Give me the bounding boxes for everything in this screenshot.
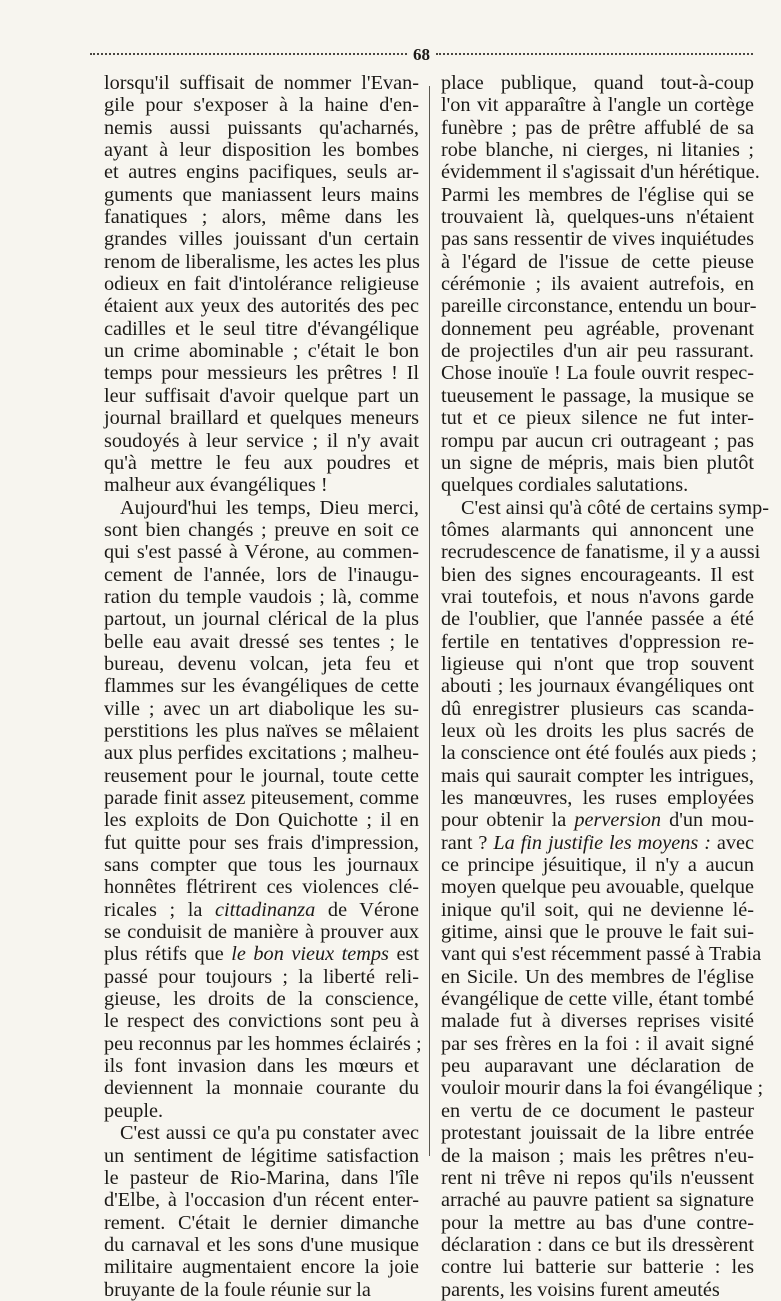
text-line: un sentiment de légitime satisfaction xyxy=(104,1144,419,1167)
text-line: trouvaient là, quelques-uns n'étaient xyxy=(441,206,754,229)
text-line: leur suffisait d'avoir quelque part un xyxy=(104,384,419,407)
text-line: peuple. xyxy=(104,1099,164,1122)
text-line: plus rétifs que le bon vieux temps est xyxy=(104,943,419,966)
text-line: rement. C'était le dernier dimanche xyxy=(104,1211,419,1234)
left-column xyxy=(104,72,422,1301)
text-line: abouti ; les journaux évangéliques ont xyxy=(441,675,754,698)
right-column xyxy=(441,72,770,1301)
text-line: parents, les voisins furent ameutés xyxy=(441,1278,720,1301)
text-line: aux plus perfides excitations ; malheu- xyxy=(104,742,419,765)
text-line: arraché au pauvre patient sa signature xyxy=(441,1189,754,1212)
text-line: de projectiles d'un air peu rassurant. xyxy=(441,340,754,363)
text-line: militaire augmentaient encore la joie xyxy=(104,1256,419,1279)
text-line: vant qui s'est récemment passé à Trabia xyxy=(441,943,762,966)
page-number: 68 xyxy=(413,44,430,64)
text-line: pas sans ressentir de vives inquiétudes xyxy=(441,228,754,251)
text-line: rent ni trêve ni repos qu'ils n'eussent xyxy=(441,1166,754,1189)
column-divider xyxy=(429,86,430,1156)
text-line: évidemment il s'agissait d'un hérétique. xyxy=(441,161,760,184)
text-line: le pasteur de Rio-Marina, dans l'île xyxy=(104,1166,419,1189)
text-line: cérémonie ; ils avaient autrefois, en xyxy=(441,273,754,296)
text-line: sont bien changés ; preuve en soit ce xyxy=(104,518,419,541)
text-line: reusement pour le journal, toute cette xyxy=(104,764,419,787)
text-line: un signe de mépris, mais bien plutôt xyxy=(441,451,754,474)
text-line: Parmi les membres de l'église qui se xyxy=(441,183,754,206)
text-line: robe blanche, ni cierges, ni litanies ; xyxy=(441,139,754,162)
text-line: pareille circonstance, entendu un bour- xyxy=(441,295,757,318)
text-line: les exploits de Don Quichotte ; il en xyxy=(104,809,419,832)
text-line: gieuse, les droits de la conscience, xyxy=(104,988,419,1011)
text-line: qu'à mettre le feu aux poudres et xyxy=(104,451,419,474)
text-line: journal braillard et quelques meneurs xyxy=(104,407,419,430)
text-line: honnêtes flétrirent ces violences clé- xyxy=(104,876,419,899)
text-line: les manœuvres, les ruses employées xyxy=(441,787,754,809)
text-line: vouloir mourir dans la foi évangélique ; xyxy=(441,1077,764,1100)
text-line: bureau, devenu volcan, jeta feu et xyxy=(104,652,419,675)
text-line: donnement peu agréable, provenant xyxy=(441,317,754,340)
text-line: de la maison ; mais les prêtres n'eu- xyxy=(441,1144,754,1167)
text-line: peu reconnus par les hommes éclairés ; xyxy=(104,1032,422,1055)
text-line: C'est ainsi qu'à côté de certains symp- xyxy=(461,496,770,519)
text-line: ricales ; la cittadinanza de Vérone xyxy=(104,898,419,921)
text-line: rompu par aucun cri outrageant ; pas xyxy=(441,429,754,452)
text-line: temps pour messieurs les prêtres ! Il xyxy=(104,362,419,385)
text-line: ligieuse qui n'ont que trop souvent xyxy=(441,652,754,675)
text-line: grandes villes jouissant d'un certain xyxy=(104,228,419,251)
text-line: en vertu de ce document le pasteur xyxy=(441,1099,754,1122)
text-line: partout, un journal clérical de la plus xyxy=(104,608,419,631)
text-line: C'est aussi ce qu'a pu constater avec xyxy=(120,1122,419,1145)
text-line: lorsqu'il suffisait de nommer l'Evan- xyxy=(104,72,419,94)
text-line: inique qu'il soit, qui ne devienne lé- xyxy=(441,898,754,921)
header-rule-right xyxy=(436,53,753,55)
text-line: un crime abominable ; c'était le bon xyxy=(104,340,419,363)
text-line: Aujourd'hui les temps, Dieu merci, xyxy=(120,496,419,519)
text-line: ils font invasion dans les mœurs et xyxy=(104,1055,419,1078)
text-line: Chose inouïe ! La foule ouvrit respec- xyxy=(441,362,754,385)
text-line: bien des signes encourageants. Il est xyxy=(441,563,754,586)
text-line: gitime, ainsi que le prouve le fait sui- xyxy=(441,921,754,944)
text-line: passé pour toujours ; la liberté reli- xyxy=(104,965,419,988)
text-line: dû enregistrer plusieurs cas scanda- xyxy=(441,697,754,720)
running-header xyxy=(90,42,753,66)
text-line: cement de l'année, lors de l'inaugu- xyxy=(104,563,419,586)
text-line: recrudescence de fanatisme, il y a aussi xyxy=(441,541,761,564)
text-line: ville ; avec un art diabolique les su- xyxy=(104,697,419,720)
text-line: quelques cordiales salutations. xyxy=(441,474,689,497)
text-line: rant ? La fin justifie les moyens : avec xyxy=(441,831,754,854)
text-line: tueusement le passage, la musique se xyxy=(441,384,754,407)
text-line: évangélique de cette ville, étant tombé xyxy=(441,988,754,1011)
text-line: bruyante de la foule réunie sur la xyxy=(104,1278,371,1301)
text-line: ce principe jésuitique, il n'y a aucun xyxy=(441,854,754,877)
text-line: pour la mettre au bas d'une contre- xyxy=(441,1211,754,1234)
text-line: sans compter que tous les journaux xyxy=(104,854,419,877)
text-line: déclaration : dans ce but ils dressèrent xyxy=(441,1233,754,1256)
text-line: l'on vit apparaître à l'angle un cortège xyxy=(441,94,754,117)
text-line: se conduisit de manière à prouver aux xyxy=(104,921,419,944)
text-line: flammes sur les évangéliques de cette xyxy=(104,675,419,698)
header-rule-left xyxy=(90,53,407,55)
text-line: étaient aux yeux des autorités des pec xyxy=(104,295,419,318)
text-line: par ses frères en la foi : il avait signé xyxy=(441,1032,754,1055)
text-line: en Sicile. Un des membres de l'église xyxy=(441,965,754,988)
text-line: du carnaval et les sons d'une musique xyxy=(104,1233,419,1256)
text-line: fanatiques ; alors, même dans les xyxy=(104,206,419,229)
text-line: d'Elbe, à l'occasion d'un récent enter- xyxy=(104,1189,419,1212)
text-line: malade fut à diverses reprises visité xyxy=(441,1010,754,1033)
text-line: tômes alarmants qui annoncent une xyxy=(441,518,754,541)
text-line: moyen quelque peu avouable, quelque xyxy=(441,876,754,899)
text-line: guments que maniassent leurs mains xyxy=(104,183,419,206)
text-line: de l'oublier, que l'année passée a été xyxy=(441,608,754,631)
text-line: malheur aux évangéliques ! xyxy=(104,474,328,497)
text-line: soudoyés à leur service ; il n'y avait xyxy=(104,429,419,452)
text-line: qui s'est passé à Vérone, au commen- xyxy=(104,541,419,564)
text-line: belle eau avait dressé ses tentes ; le xyxy=(104,630,419,653)
text-line: fut quitte pour ses frais d'impression, xyxy=(104,831,419,854)
text-line: fertile en tentatives d'oppression re- xyxy=(441,630,754,653)
text-line: contre lui batterie sur batterie : les xyxy=(441,1256,754,1279)
text-line: leux où les droits les plus sacrés de xyxy=(441,719,754,742)
text-line: tut et ce pieux silence ne fut inter- xyxy=(441,407,754,430)
text-line: place publique, quand tout-à-coup xyxy=(441,72,754,94)
text-line: ayant à leur disposition les bombes xyxy=(104,139,419,162)
text-line: funèbre ; pas de prêtre affublé de sa xyxy=(441,116,754,139)
text-line: et autres engins pacifiques, seuls ar- xyxy=(104,161,419,184)
text-line: perstitions les plus naïves se mêlaient xyxy=(104,719,419,742)
text-line: nemis aussi puissants qu'acharnés, xyxy=(104,116,419,139)
text-line: parade finit assez piteusement, comme xyxy=(104,787,419,809)
text-line: mais qui saurait compter les intrigues, xyxy=(441,764,754,787)
text-line: la conscience ont été foulés aux pieds ; xyxy=(441,742,757,765)
text-line: cadilles et le seul titre d'évangélique xyxy=(104,317,419,340)
text-line: odieux en fait d'intolérance religieuse xyxy=(104,273,419,296)
text-line: le respect des convictions sont peu à xyxy=(104,1010,419,1033)
text-line: pour obtenir la perversion d'un mou- xyxy=(441,809,754,832)
text-line: deviennent la monnaie courante du xyxy=(104,1077,419,1100)
text-line: vrai toutefois, et nous n'avons garde xyxy=(441,585,754,608)
text-line: peu auparavant une déclaration de xyxy=(441,1055,754,1078)
text-line: protestant jouissait de la libre entrée xyxy=(441,1122,754,1145)
text-line: gile pour s'exposer à la haine d'en- xyxy=(104,94,419,117)
text-line: à l'égard de l'issue de cette pieuse xyxy=(441,250,754,273)
text-line: renom de liberalisme, les actes les plus xyxy=(104,250,420,273)
text-line: ration du temple vaudois ; là, comme xyxy=(104,585,419,608)
